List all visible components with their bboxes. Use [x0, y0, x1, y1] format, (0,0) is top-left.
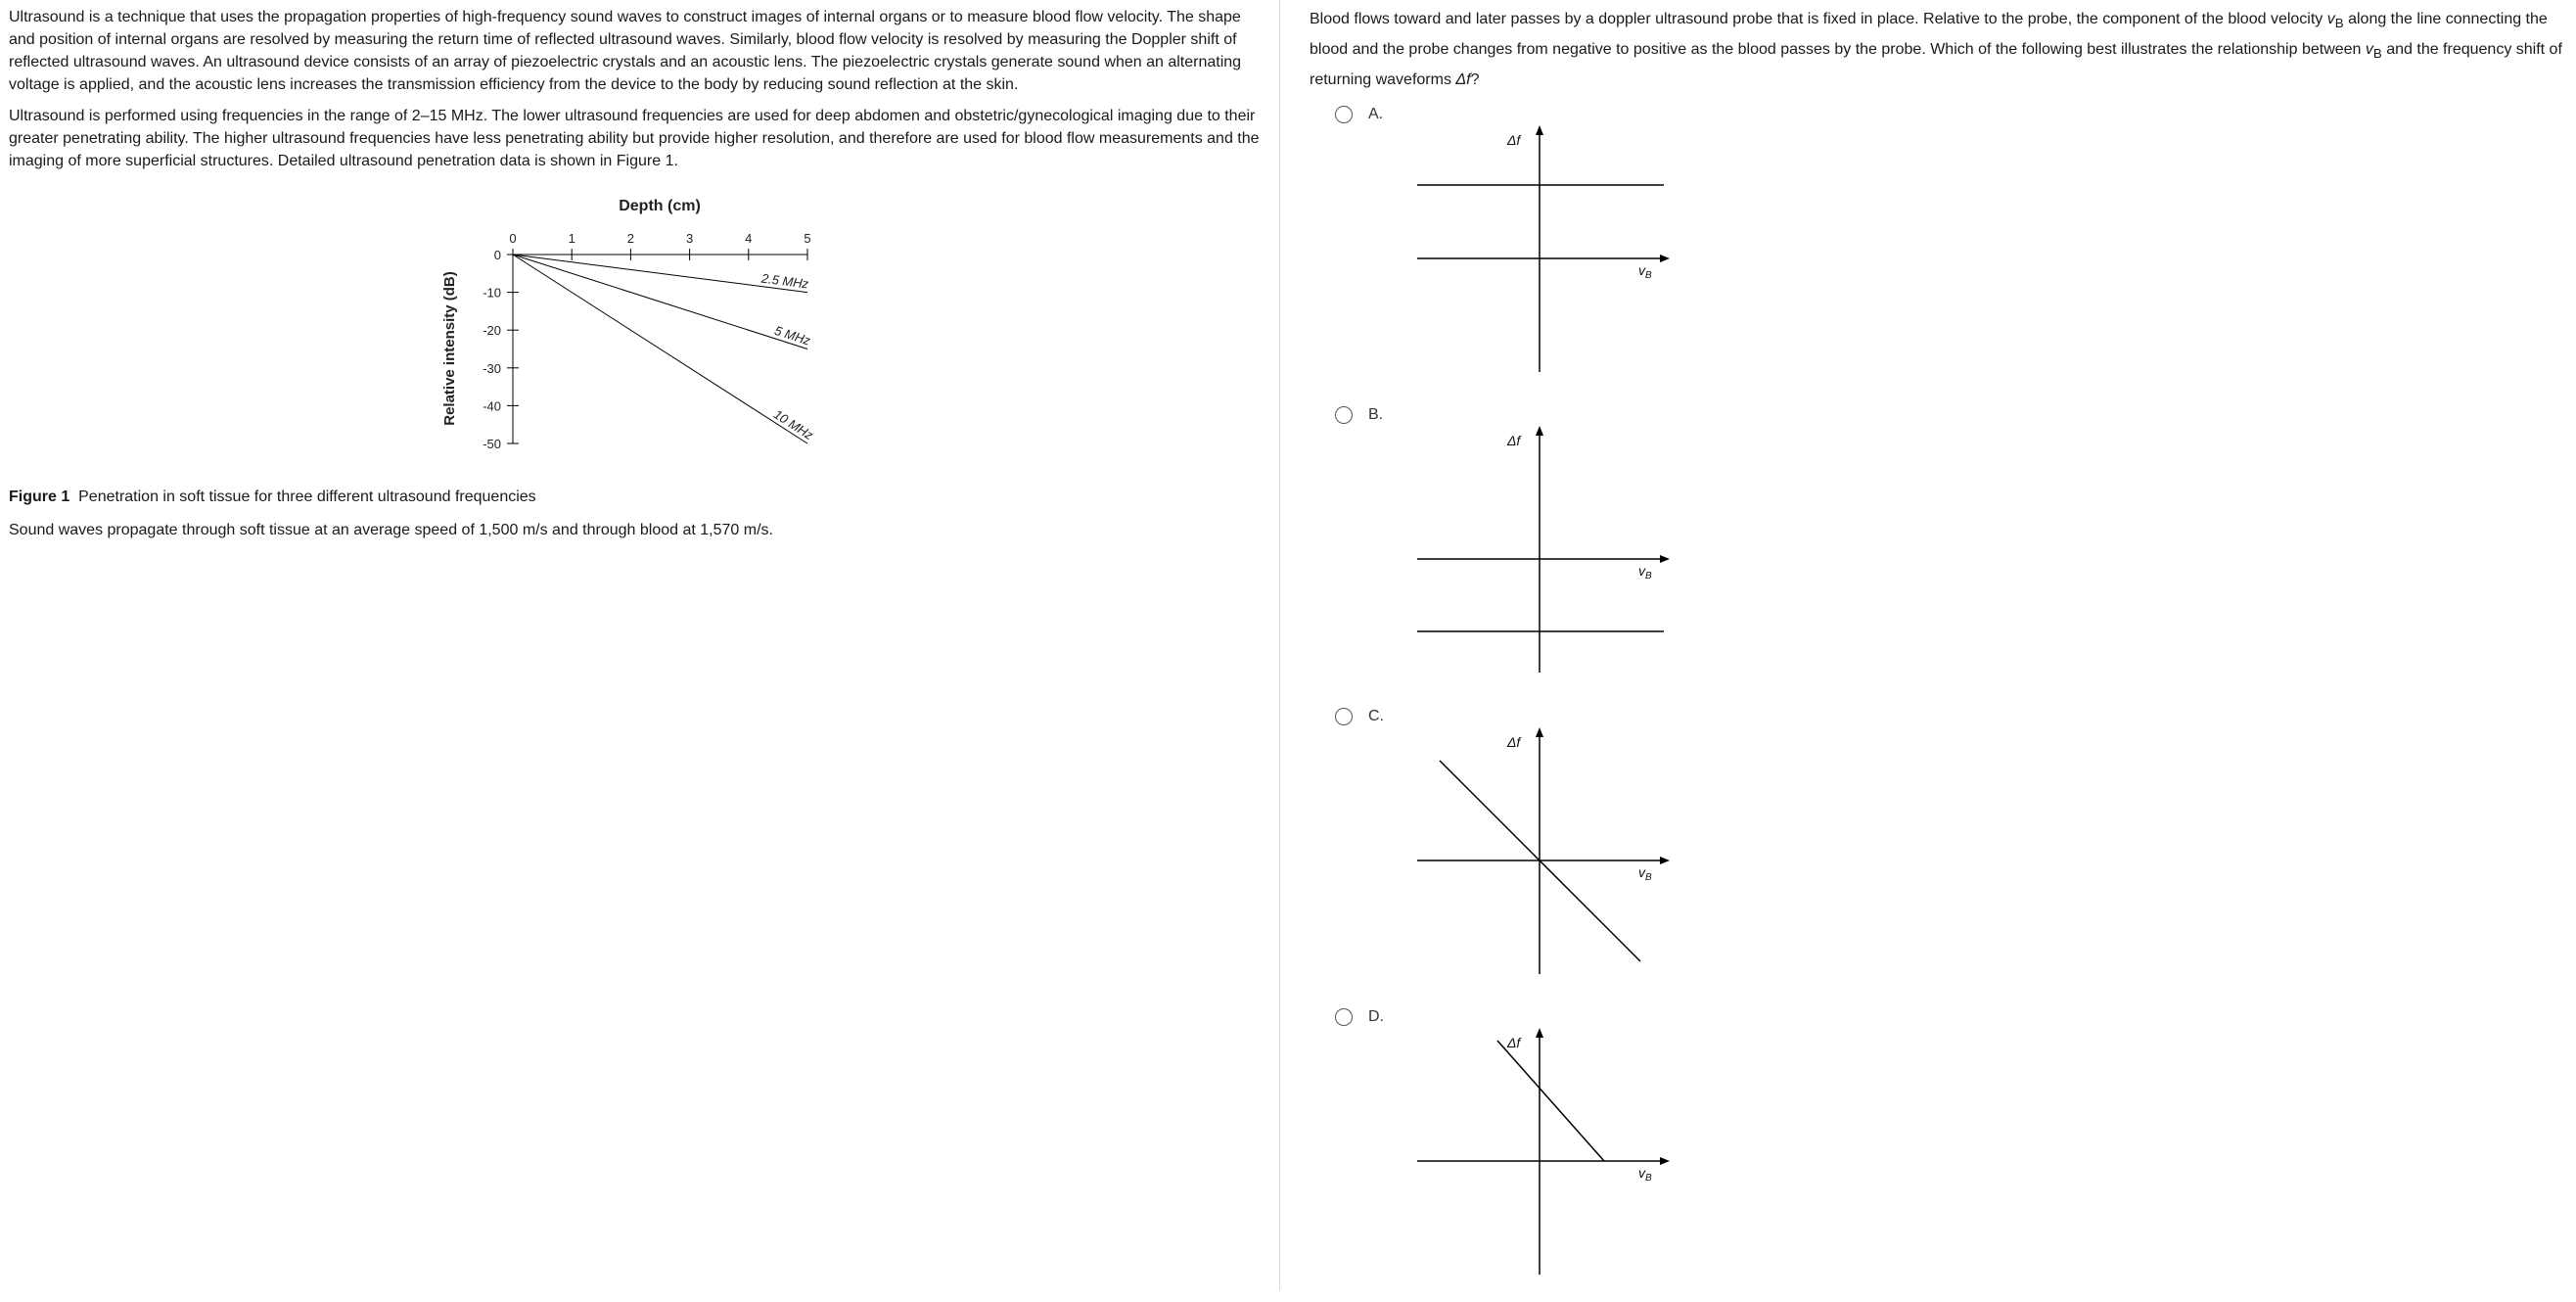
x-axis-label-v: v [1638, 864, 1645, 880]
y-tick-label: -40 [483, 398, 501, 414]
choice-d-letter: D. [1368, 1008, 1384, 1025]
question-text-part1: Blood flows toward and later passes by a doppler ultrasound probe that is fixed in place. Relative to the probe, the component of the blood velocity [1310, 11, 2327, 27]
series-label: 2.5 MHz [760, 270, 810, 292]
y-axis-label: Δf [1507, 734, 1521, 750]
choice-c-radio[interactable] [1335, 708, 1353, 725]
answer-line [1497, 1041, 1604, 1161]
x-axis-label-sub: B [1645, 571, 1652, 581]
passage-paragraph-1: Ultrasound is a technique that uses the propagation properties of high-frequency sound waves to construct images of internal organs or to measure blood flow velocity. The shape and position of internal organs are resolved by measuring the return time of reflected ultrasound waves. Similarly, blood flow velocity is resolved by measuring the Doppler shift of reflected ultrasound waves. An ultrasound device consists of an array of piezoelectric crystals and an acoustic lens. The piezoelectric crystals generate sound when an alternating voltage is applied, and the acoustic lens increases the transmission efficiency from the device to the body by reducing sound reflection at the skin. [9, 9, 1242, 93]
chart-series [513, 255, 816, 443]
choice-b-radio[interactable] [1335, 406, 1353, 424]
y-axis-arrow [1536, 1028, 1543, 1038]
y-tick-label: -10 [483, 285, 501, 301]
x-axis-label-v: v [1638, 563, 1645, 579]
x-tick-label: 2 [626, 231, 635, 246]
question-text-part3: and the frequency shift of returning waveforms [1310, 41, 2562, 89]
choice-b-letter: B. [1368, 406, 1384, 423]
choice-a-letter: A. [1368, 106, 1384, 122]
y-axis-arrow [1536, 125, 1543, 135]
choice-c-letter: C. [1368, 708, 1384, 724]
y-tick-label: -30 [483, 360, 501, 376]
choice-a-radio[interactable] [1335, 106, 1353, 123]
choice-d-radio[interactable] [1335, 1008, 1353, 1026]
velocity-symbol: v [2365, 41, 2373, 59]
x-tick-label: 5 [804, 231, 811, 246]
y-axis-arrow [1536, 727, 1543, 737]
choice-b-graph [1407, 416, 1672, 671]
x-tick-label: 0 [509, 231, 517, 246]
question-pane[interactable] [1280, 0, 2576, 1290]
x-axis-arrow [1660, 255, 1670, 262]
x-axis-arrow [1660, 555, 1670, 563]
choice-d-graph [1407, 1018, 1672, 1273]
y-axis-label: Relative intensity (dB) [441, 271, 458, 426]
x-axis-label-v: v [1638, 262, 1645, 278]
x-axis-label-v: v [1638, 1165, 1645, 1181]
series-line [513, 255, 810, 349]
question-text-part2: along the line connecting the blood and the probe changes from negative to positive as the blood passes by the probe. Which of the following best illustrates the relationship between [1310, 11, 2548, 59]
x-tick-label: 3 [685, 231, 694, 246]
y-tick-label: -50 [483, 437, 501, 451]
passage-paragraph-3: Sound waves propagate through soft tissue at an average speed of 1,500 m/s and through blood at 1,570 m/s. [9, 522, 773, 538]
x-axis-label [1638, 563, 1652, 581]
choice-d[interactable] [1280, 1008, 1652, 1302]
choice-c[interactable] [1280, 708, 1652, 1001]
figure-caption [9, 486, 988, 508]
y-axis-label: Δf [1507, 433, 1521, 448]
choice-b[interactable] [1280, 406, 1652, 700]
y-axis-label: Δf [1507, 132, 1521, 148]
x-axis-label-sub: B [1645, 1173, 1652, 1184]
velocity-subscript: B [2372, 46, 2382, 62]
y-axis-arrow [1536, 426, 1543, 436]
choice-c-graph [1407, 718, 1672, 972]
velocity-subscript: B [2334, 16, 2344, 31]
x-axis-label [1638, 262, 1652, 281]
passage-pane[interactable] [0, 0, 1277, 1290]
question-text-end: ? [1470, 71, 1480, 89]
question-stem [1310, 6, 2572, 93]
y-tick-label: -20 [483, 323, 501, 339]
passage-paragraph-2: Ultrasound is performed using frequencies in the range of 2–15 MHz. The lower ultrasound frequencies are used for deep abdomen and obstetric/gynecological imaging due to their greater penetrating ability. The higher ultrasound frequencies have less penetrating ability but provide higher resolution, and therefore are used for blood flow measurements and the imaging of more superficial structures. Detailed ultrasound penetration data is shown in Figure 1. [9, 108, 1260, 169]
figure-caption-text: Penetration in soft tissue for three different ultrasound frequencies [78, 488, 536, 505]
series-label: 10 MHz [770, 406, 816, 443]
y-tick-label: 0 [493, 248, 501, 262]
velocity-symbol: v [2326, 11, 2335, 27]
x-axis-label-sub: B [1645, 872, 1652, 883]
choice-a[interactable] [1280, 106, 1652, 399]
figure-label: Figure 1 [9, 488, 70, 505]
chart-title: Depth (cm) [619, 198, 701, 214]
series-label: 5 MHz [772, 322, 812, 349]
x-axis-arrow [1660, 1157, 1670, 1165]
frequency-shift-symbol: Δf [1455, 71, 1471, 89]
x-axis-label [1638, 864, 1652, 883]
x-tick-label: 1 [568, 231, 575, 246]
y-axis-label: Δf [1507, 1035, 1521, 1050]
x-tick-label: 4 [745, 231, 753, 246]
x-axis-label-sub: B [1645, 270, 1652, 281]
figure-1-chart [431, 191, 842, 455]
chart-axes [483, 231, 810, 451]
x-axis-arrow [1660, 857, 1670, 864]
choice-a-graph [1407, 116, 1672, 370]
x-axis-label [1638, 1165, 1652, 1184]
